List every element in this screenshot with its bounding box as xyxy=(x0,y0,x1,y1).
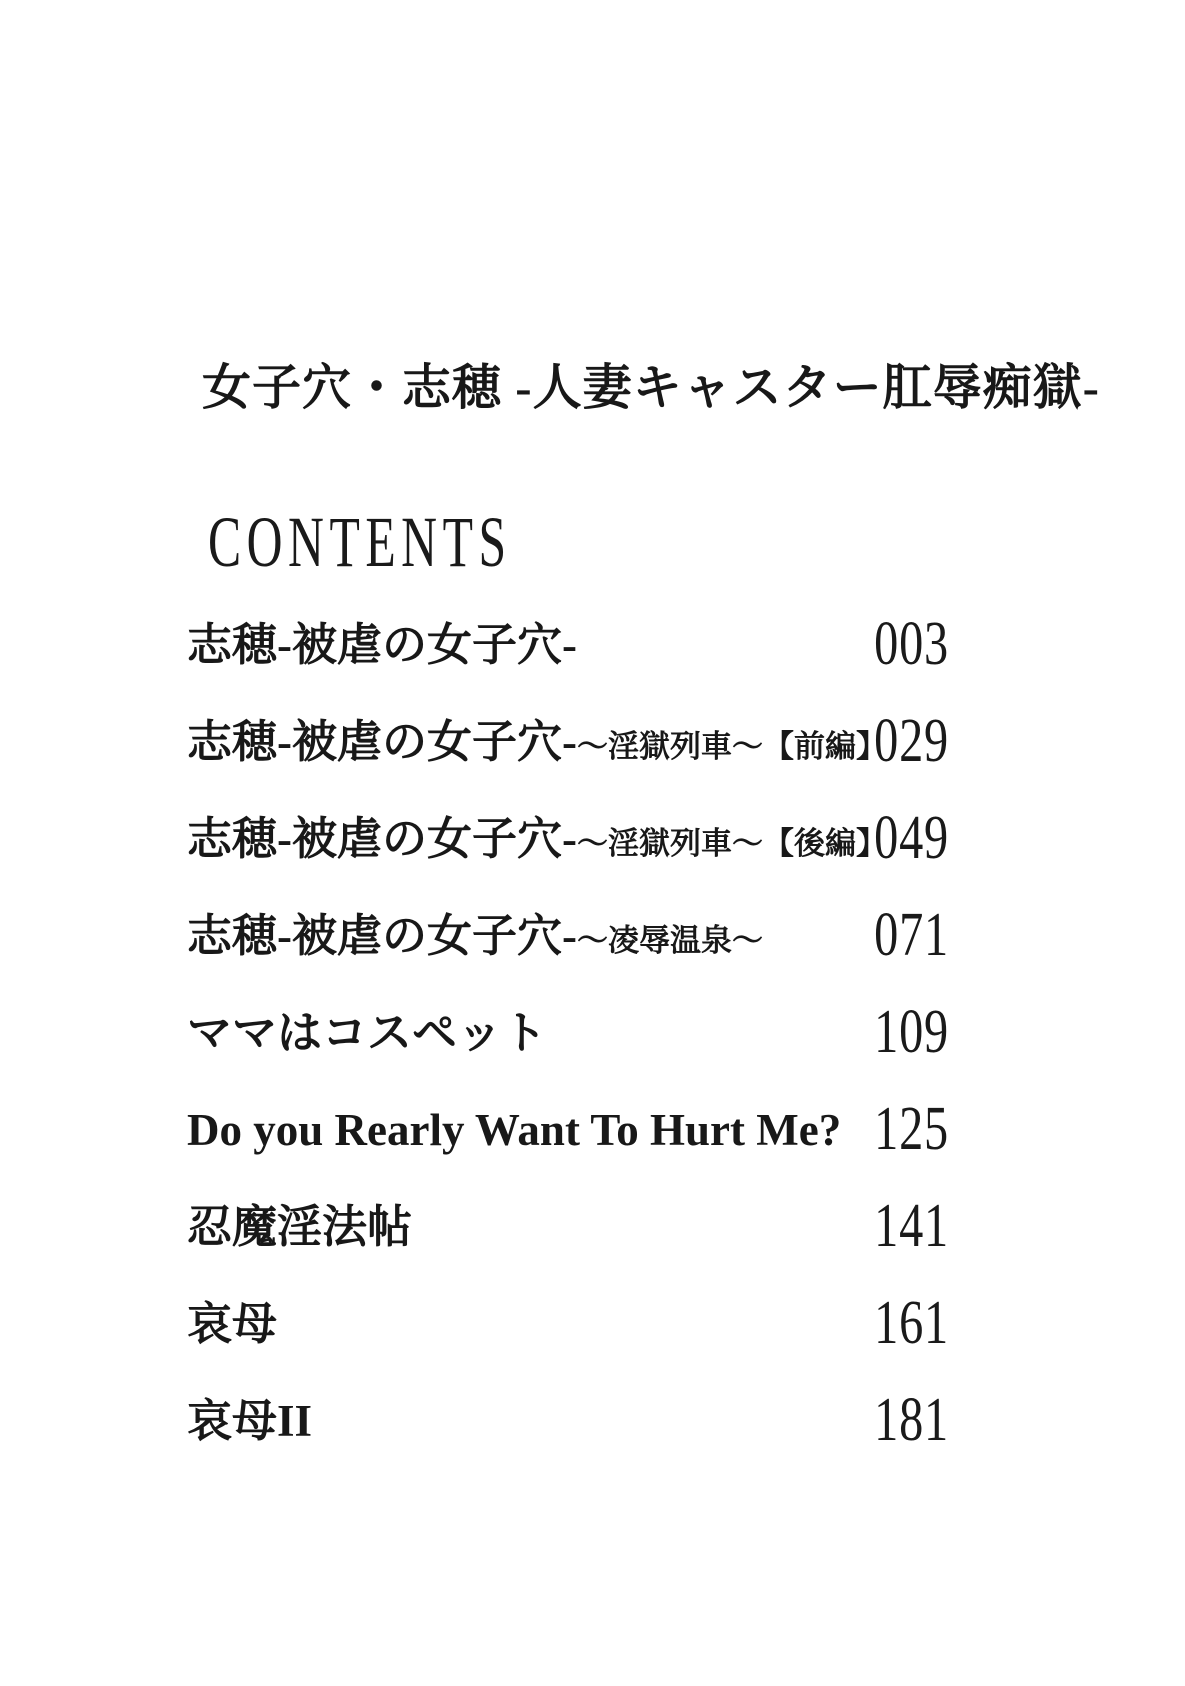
toc-entry-page-number: 049 xyxy=(874,804,949,872)
toc-entry-title: 志穂-被虐の女子穴- xyxy=(187,620,577,670)
toc-entry-label xyxy=(187,911,763,961)
toc-entry-title: Do you Rearly Want To Hurt Me? xyxy=(187,1105,842,1155)
book-title: 女子穴・志穂 -人妻キャスター肛辱痴獄- xyxy=(202,360,1100,415)
toc-entry-subtitle: ～淫獄列車～【後編】 xyxy=(576,826,887,861)
toc-entry xyxy=(187,1280,949,1377)
toc-entry-page-number: 181 xyxy=(874,1386,949,1454)
toc-entry-title: ママはコスペット xyxy=(187,1008,548,1058)
toc-entry-title: 哀母 xyxy=(187,1299,278,1349)
toc-entry-title: 哀母II xyxy=(187,1396,313,1446)
toc-entry-title: 志穂-被虐の女子穴- xyxy=(187,911,577,961)
toc-entry-subtitle: ～凌辱温泉～ xyxy=(576,923,763,958)
toc-entry-title: 忍魔淫法帖 xyxy=(187,1202,413,1252)
toc-entry-page-number: 003 xyxy=(874,610,949,678)
toc-entry xyxy=(187,892,949,989)
toc-entry-page-number: 141 xyxy=(874,1192,949,1260)
toc-entry-page-number: 109 xyxy=(874,998,949,1066)
toc-entry xyxy=(187,795,949,892)
toc-entry-title: 志穂-被虐の女子穴- xyxy=(187,814,577,864)
toc-entry xyxy=(187,989,949,1086)
toc-entry xyxy=(187,1183,949,1280)
toc-entry-subtitle: ～淫獄列車～【前編】 xyxy=(576,729,887,764)
toc-entry-page-number: 071 xyxy=(874,901,949,969)
toc-entry xyxy=(187,1086,949,1183)
toc-entry-label xyxy=(187,620,577,670)
toc-entry-label xyxy=(187,1202,413,1252)
toc-entry-page-number: 161 xyxy=(874,1289,949,1357)
toc-list xyxy=(187,601,949,1474)
toc-entry xyxy=(187,601,949,698)
toc-entry-label xyxy=(187,1008,548,1058)
toc-entry-label xyxy=(187,814,887,864)
toc-entry-page-number: 029 xyxy=(874,707,949,775)
toc-entry-title: 志穂-被虐の女子穴- xyxy=(187,717,577,767)
toc-entry xyxy=(187,1377,949,1474)
contents-heading: CONTENTS xyxy=(208,502,512,582)
toc-entry-label xyxy=(187,1396,313,1446)
toc-entry-label xyxy=(187,717,887,767)
toc-entry xyxy=(187,698,949,795)
toc-entry-label xyxy=(187,1299,278,1349)
toc-entry-label xyxy=(187,1105,842,1155)
toc-entry-page-number: 125 xyxy=(874,1095,949,1163)
